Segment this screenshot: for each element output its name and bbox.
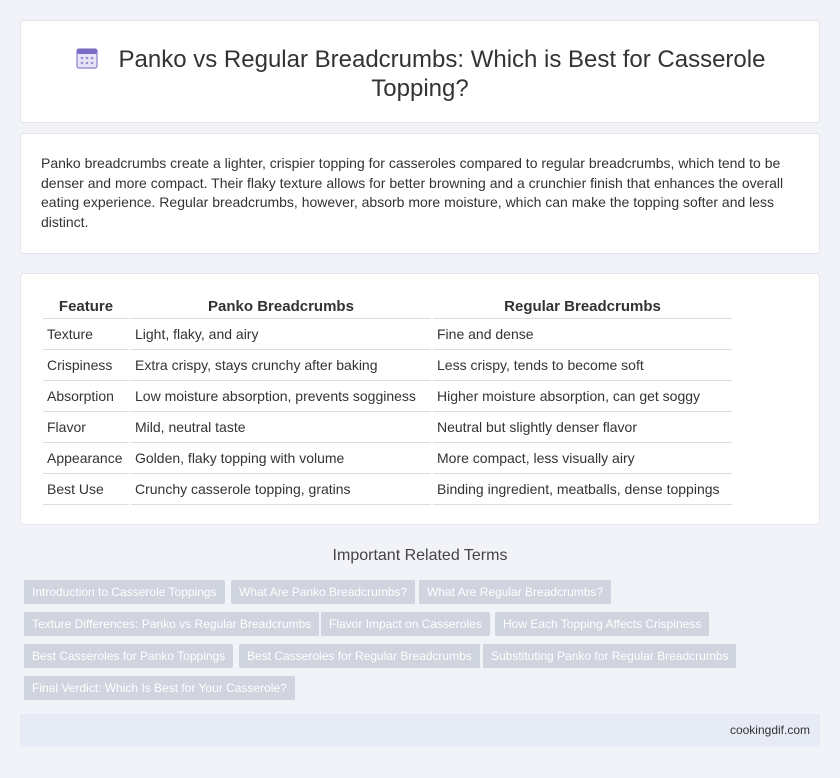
intro-paragraph: Panko breadcrumbs create a lighter, crispier topping for casseroles compared to regular breadcrumbs, which tend to be denser and more compact. Their flaky texture allows for better browning and a crunchier finish that enhances the overall eating experience. Regular breadcrumbs, however, absorb more moisture, which can make the topping softer and less distinct. xyxy=(41,155,784,230)
table-row xyxy=(43,443,732,474)
related-tag-final-verdict[interactable]: Final Verdict: Which Is Best for Your Casserole? xyxy=(24,676,295,700)
related-tag-texture-differences[interactable]: Texture Differences: Panko vs Regular Breadcrumbs xyxy=(24,612,319,636)
footer-site-link[interactable]: cookingdif.com xyxy=(729,723,810,737)
table-row xyxy=(43,319,732,350)
comparison-table xyxy=(43,296,732,505)
footer xyxy=(20,714,820,747)
row-feature: Best Use xyxy=(43,474,130,505)
row-regular: Less crispy, tends to become soft xyxy=(432,350,732,381)
row-panko: Light, flaky, and airy xyxy=(130,319,432,350)
row-panko: Golden, flaky topping with volume xyxy=(130,443,432,474)
row-feature: Texture xyxy=(43,319,130,350)
row-regular: Binding ingredient, meatballs, dense toppings xyxy=(432,474,732,505)
page-title-wrap xyxy=(21,45,819,103)
related-tag-flavor-impact[interactable]: Flavor Impact on Casseroles xyxy=(321,612,490,636)
table-header-row xyxy=(43,296,732,319)
table-row xyxy=(43,474,732,505)
row-panko: Mild, neutral taste xyxy=(130,412,432,443)
title-card xyxy=(20,20,820,123)
related-tag-substituting[interactable]: Substituting Panko for Regular Breadcrumbs xyxy=(483,644,736,668)
row-panko: Low moisture absorption, prevents sogginess xyxy=(130,381,432,412)
related-tag-intro-toppings[interactable]: Introduction to Casserole Toppings xyxy=(24,580,225,604)
row-feature: Appearance xyxy=(43,443,130,474)
intro-card xyxy=(20,133,820,254)
related-terms-title: Important Related Terms xyxy=(332,547,508,564)
related-tag-best-panko[interactable]: Best Casseroles for Panko Toppings xyxy=(24,644,233,668)
table-row xyxy=(43,350,732,381)
table-row xyxy=(43,412,732,443)
row-regular: More compact, less visually airy xyxy=(432,443,732,474)
header-feature: Feature xyxy=(43,296,130,319)
related-tag-what-regular[interactable]: What Are Regular Breadcrumbs? xyxy=(419,580,611,604)
row-feature: Flavor xyxy=(43,412,130,443)
row-regular: Neutral but slightly denser flavor xyxy=(432,412,732,443)
comparison-card xyxy=(20,273,820,525)
row-regular: Higher moisture absorption, can get soggy xyxy=(432,381,732,412)
related-tag-crispiness[interactable]: How Each Topping Affects Crispiness xyxy=(495,612,709,636)
page-title: Panko vs Regular Breadcrumbs: Which is Best for Casserole Topping? xyxy=(118,46,766,102)
table-row xyxy=(43,381,732,412)
row-panko: Crunchy casserole topping, gratins xyxy=(130,474,432,505)
row-regular: Fine and dense xyxy=(432,319,732,350)
header-regular: Regular Breadcrumbs xyxy=(432,296,732,319)
related-tag-best-regular[interactable]: Best Casseroles for Regular Breadcrumbs xyxy=(239,644,480,668)
calendar-icon xyxy=(75,46,99,70)
related-tag-what-panko[interactable]: What Are Panko Breadcrumbs? xyxy=(231,580,415,604)
row-feature: Crispiness xyxy=(43,350,130,381)
row-feature: Absorption xyxy=(43,381,130,412)
row-panko: Extra crispy, stays crunchy after baking xyxy=(130,350,432,381)
header-panko: Panko Breadcrumbs xyxy=(130,296,432,319)
